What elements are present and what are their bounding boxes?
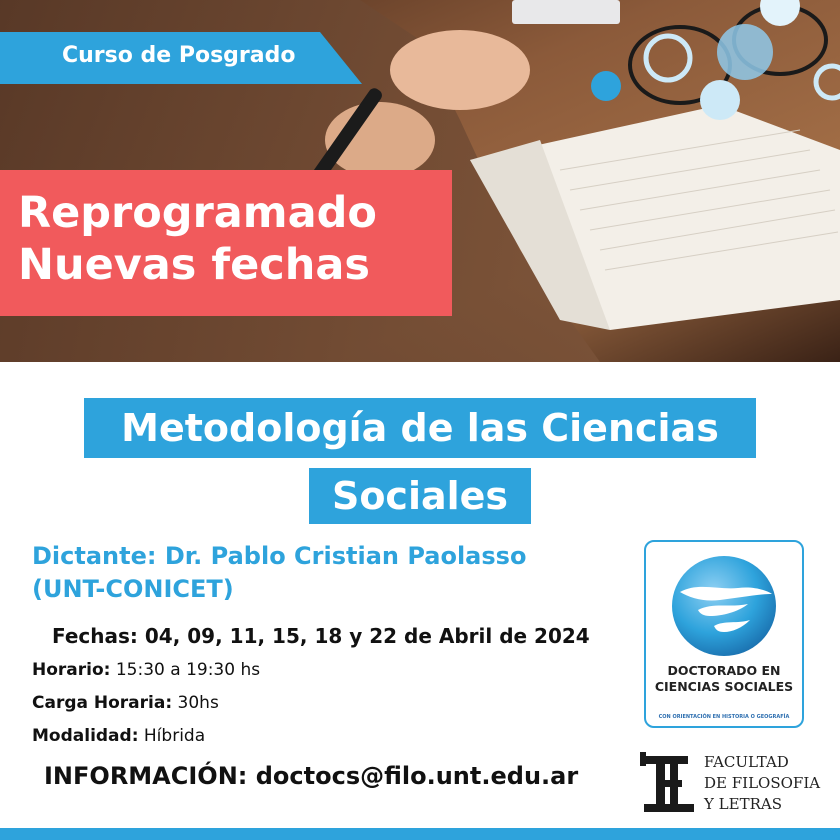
faculty-monogram-icon bbox=[640, 752, 700, 816]
course-dates: Fechas: 04, 09, 11, 15, 18 y 22 de Abril de 2024 bbox=[52, 624, 590, 648]
doctorate-logo bbox=[644, 540, 804, 728]
bottom-accent-bar bbox=[0, 828, 840, 840]
rescheduled-banner bbox=[0, 170, 452, 316]
doctorate-logo-title bbox=[646, 663, 802, 695]
workload-value: 30hs bbox=[172, 693, 219, 713]
banner-line-1: Reprogramado bbox=[18, 188, 377, 238]
banner-line-2: Nuevas fechas bbox=[18, 240, 370, 290]
course-title-line-2: Sociales bbox=[309, 468, 531, 524]
doctorate-logo-line-2: CIENCIAS SOCIALES bbox=[654, 679, 794, 694]
schedule-label: Horario: bbox=[32, 660, 111, 680]
modality-label: Modalidad: bbox=[32, 726, 139, 746]
workload-label: Carga Horaria: bbox=[32, 693, 173, 713]
contact-info: INFORMACIÓN: doctocs@filo.unt.edu.ar bbox=[44, 762, 579, 790]
schedule-row bbox=[32, 660, 260, 680]
faculty-logo bbox=[640, 752, 830, 818]
modality-value: Híbrida bbox=[138, 726, 206, 746]
globe-birds-icon bbox=[668, 552, 780, 660]
modality-row bbox=[32, 726, 205, 746]
course-title-line-1: Metodología de las Ciencias bbox=[84, 398, 756, 458]
schedule-value: 15:30 a 19:30 hs bbox=[110, 660, 261, 680]
faculty-line-1: FACULTAD bbox=[704, 753, 789, 771]
course-type-label: Curso de Posgrado bbox=[62, 43, 296, 68]
doctorate-logo-line-1: DOCTORADO EN bbox=[667, 663, 781, 678]
doctorate-logo-subtitle: CON ORIENTACIÓN EN HISTORIA O GEOGRAFÍA bbox=[658, 714, 790, 720]
lecturer-info bbox=[32, 540, 526, 606]
lecturer-name: Dictante: Dr. Pablo Cristian Paolasso bbox=[32, 542, 527, 570]
workload-row bbox=[32, 693, 219, 713]
faculty-line-2: DE FILOSOFIA bbox=[704, 774, 821, 792]
course-type-tag bbox=[0, 32, 362, 84]
faculty-name bbox=[704, 752, 820, 815]
lecturer-affiliation: (UNT-CONICET) bbox=[32, 575, 234, 603]
faculty-line-3: Y LETRAS bbox=[704, 795, 782, 813]
